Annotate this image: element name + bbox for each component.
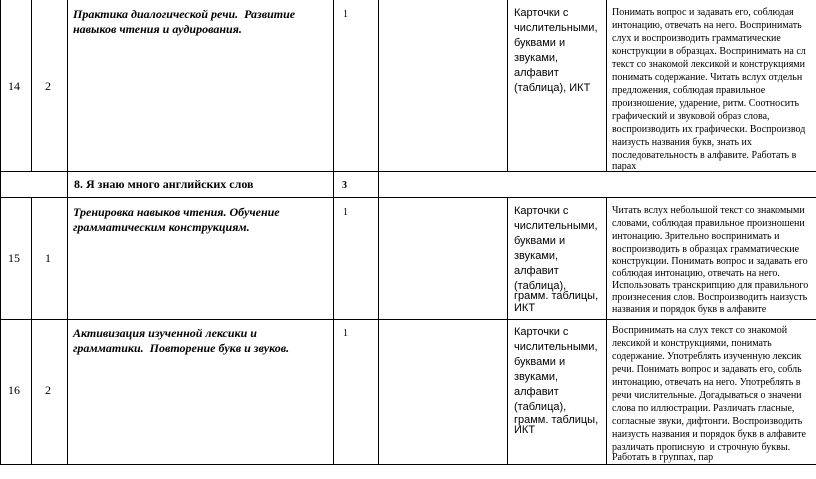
lesson-plan-table: 14 2 Практика диалогической речи. Развитие навыков чтения и аудирования. 1 Карточки с числительными, буквами и звуками, алфавит (таблица), ИКТ Понимать вопрос и задавать его, соблюдая интонацию, отвечать на него. Воспринимать слух и воспроизводить грамматические конструкции в образцах. Воспринимать на сл текст со знакомой лексикой и конструкциями понимать содержание. Читать вслух отдельн предложения, соблюдая правильное произношение, ударение, ритм. Соотносить графический и звуковой образ слова, воспроизводить их графически. Воспроизвод наизусть названия букв, знать их последовательность в алфавите. Работать в парах 8. Я знаю много английских слов 3 15 1 Тренировка навыков чтения. Обучение грамматическим конструкциям. 1 Карточки с числительными, буквами и звуками, алфавит (таблица), грамм. таблицы, ИКТ Читать вслух небольшой текст со знакомыми словами, соблюдая правильное произношени интонацию. Зрительно воспринимать и воспроизводить в образцах грамматические конструкции. Понимать вопрос и задавать его соблюдая интонацию, отвечать на него. Использовать транскрипцию для правильного произнесения слов. Воспроизводить наизусть названия и порядок букв в алфавите 16 2 Активизация изученной лексики и грамматики. Повторение букв и звуков. 1 Карточки с числительными, буквами и звуками, алфавит (таблица), грамм. таблицы, ИКТ Воспринимать на слух текст со знакомой лексикой и конструкциями, понимать содержание. Употреблять изученную лексик речи. Понимать вопрос и задавать его, собль интонацию, отвечать на него. Употреблять в речи числительные. Догадываться о значени слова по иллюстрации. Различать гласные, согласные звуки, дифтонги. Воспроизводить наизусть названия и порядок букв в алфавите различать прописную и строчную буквы. Работать в группах, пар xyxy=(0,0,816,479)
hours-count: 1 xyxy=(343,328,348,339)
grid-line xyxy=(0,171,816,172)
row-number: 14 xyxy=(8,79,20,93)
grid-line xyxy=(0,464,816,465)
grid-line xyxy=(378,0,379,465)
grid-line xyxy=(507,0,508,172)
section-title: 8. Я знаю много английских слов xyxy=(74,177,254,191)
grid-line xyxy=(31,0,32,172)
grid-line xyxy=(31,198,32,465)
grid-line xyxy=(0,0,1,465)
activities-cell: Понимать вопрос и задавать его, соблюдая интонацию, отвечать на него. Воспринимать слух и воспроизводить грамматические конструкции в образцах. Воспринимать на сл текст со знакомой лексикой и конструкциями понимать содержание. Читать вслух отдельн предложения, соблюдая правильное произношение, ударение, ритм. Соотносить графический и звуковой образ слова, воспроизводить их графически. Воспроизвод наизусть названия букв, знать их последовательность в алфавите. Работать в парах xyxy=(612,7,806,171)
grid-line xyxy=(507,198,508,465)
lesson-number: 1 xyxy=(45,251,51,265)
grid-line xyxy=(67,0,68,465)
section-hours: 3 xyxy=(342,180,347,191)
activities-cell: Воспринимать на слух текст со знакомой лексикой и конструкциями, понимать содержание. Употреблять изученную лексик речи. Понимать вопрос и задавать его, собль интонацию, отвечать на него. Употреблять в речи числительные. Догадываться о значени слова по иллюстрации. Различать гласные, согласные звуки, дифтонги. Воспроизводить наизусть названия и порядок букв в алфавите различать прописную и строчную буквы. Работать в группах, пар xyxy=(612,325,806,463)
grid-line xyxy=(606,0,607,172)
row-number: 15 xyxy=(8,251,20,265)
grid-line xyxy=(333,0,334,465)
activities-cell: Читать вслух небольшой текст со знакомыми словами, соблюдая правильное произношени интонацию. Зрительно воспринимать и воспроизводить в образцах грамматические конструкции. Понимать вопрос и задавать его соблюдая интонацию, отвечать на него. Использовать транскрипцию для правильного произнесения слов. Воспроизводить наизусть названия и порядок букв в алфавите xyxy=(612,205,809,315)
row-number: 16 xyxy=(8,383,20,397)
lesson-number: 2 xyxy=(45,383,51,397)
hours-count: 1 xyxy=(343,9,348,20)
lesson-number: 2 xyxy=(45,79,51,93)
hours-count: 1 xyxy=(343,207,348,218)
grid-line xyxy=(606,198,607,465)
